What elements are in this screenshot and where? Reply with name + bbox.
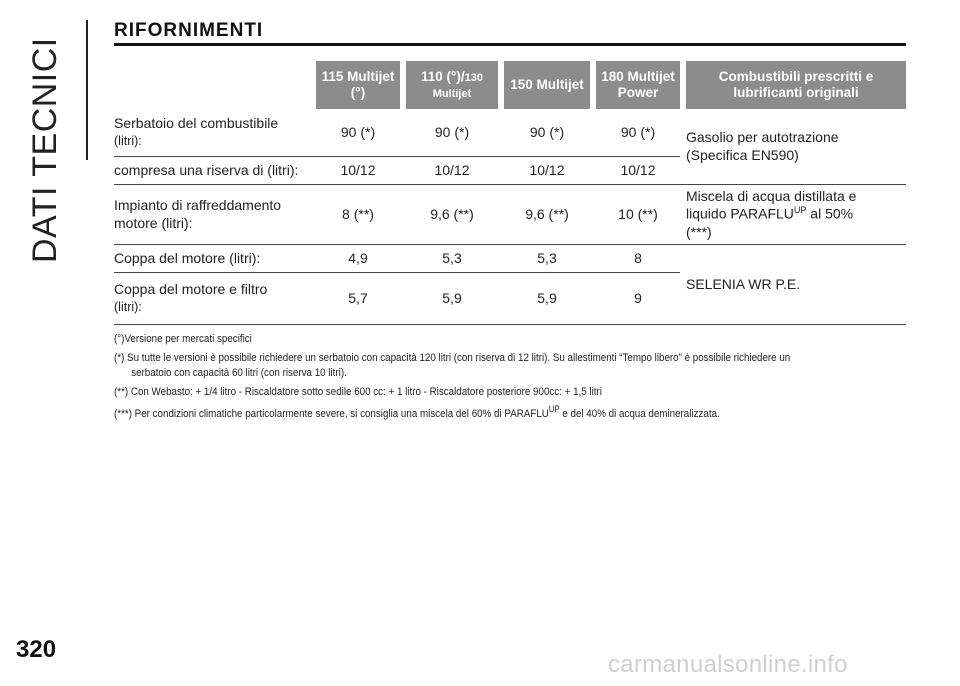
row-label: Coppa del motore (litri): bbox=[114, 245, 316, 273]
value-110-130: 90 (*) bbox=[406, 109, 498, 157]
spec-fuel-line1: Gasolio per autotrazione bbox=[686, 129, 839, 145]
title-rule bbox=[114, 43, 906, 46]
spec-fuel bbox=[686, 109, 906, 185]
side-divider bbox=[86, 20, 88, 160]
spec-cool-line2: liquido PARAFLU bbox=[686, 206, 794, 223]
header-110-line2: Multijet bbox=[432, 88, 472, 100]
footnote-text: (*) Su tutte le versioni è possibile richiedere un serbatoio con capacità 120 litri (con riserva di 12 litri). Su allestimenti “Tempo libero” è possibile richiedere un bbox=[114, 352, 791, 365]
row-label-main: Serbatoio del combustibile bbox=[114, 114, 279, 131]
value-180: 10/12 bbox=[596, 157, 680, 185]
value-150: 5,3 bbox=[504, 245, 590, 273]
header-130: 130 bbox=[464, 72, 484, 85]
value-110-130: 10/12 bbox=[406, 157, 498, 185]
value-115: 4,9 bbox=[316, 245, 400, 273]
value-115: 5,7 bbox=[316, 273, 400, 325]
side-section-label bbox=[8, 18, 80, 278]
row-label-sub: (litri): bbox=[114, 134, 142, 149]
value-180: 90 (*) bbox=[596, 109, 680, 157]
row-label bbox=[114, 185, 316, 245]
footnote: (°)Versione per mercati specifici bbox=[114, 333, 252, 345]
header-115-multijet bbox=[316, 61, 400, 109]
value-110-130: 9,6 (**) bbox=[406, 185, 498, 245]
row-label-sub: motore (litri): bbox=[114, 214, 193, 231]
footnote-text-cont: e del 40% di acqua demineralizzata. bbox=[559, 407, 720, 420]
refills-table bbox=[114, 61, 906, 325]
table-row bbox=[114, 109, 906, 157]
spec-fuel-line2: (Specifica EN590) bbox=[686, 146, 799, 163]
value-150: 90 (*) bbox=[504, 109, 590, 157]
value-180: 8 bbox=[596, 245, 680, 273]
section-title: RIFORNIMENTI bbox=[114, 20, 264, 41]
row-label-main: Coppa del motore e filtro bbox=[114, 280, 268, 297]
table-row bbox=[114, 245, 906, 273]
spec-oil: SELENIA WR P.E. bbox=[686, 245, 906, 325]
spec-cool-sup: UP bbox=[793, 205, 807, 216]
header-180-line1: 180 Multijet bbox=[601, 69, 675, 85]
value-150: 9,6 (**) bbox=[504, 185, 590, 245]
footnote bbox=[114, 404, 793, 421]
row-label: compresa una riserva di (litri): bbox=[114, 157, 316, 185]
header-115-line1: 115 Multijet bbox=[321, 69, 395, 85]
table-row bbox=[114, 185, 906, 245]
header-fuels-line1: Combustibili prescritti e bbox=[718, 69, 874, 85]
header-110-line1: 110 (°)/ bbox=[420, 69, 465, 85]
row-label bbox=[114, 273, 316, 325]
spec-cool-line1: Miscela di acqua distillata e bbox=[686, 187, 857, 204]
header-blank bbox=[114, 61, 316, 109]
header-fuels-line2: lubrificanti originali bbox=[733, 85, 859, 100]
value-180: 10 (**) bbox=[596, 185, 680, 245]
table-header-row bbox=[114, 61, 906, 109]
spec-cool-line2b: al 50% bbox=[806, 206, 854, 223]
footnote bbox=[114, 351, 793, 380]
header-110-130-multijet bbox=[406, 61, 498, 109]
value-115: 8 (**) bbox=[316, 185, 400, 245]
footnote-text-cont: serbatoio con capacità 60 litri (con riserva 10 litri). bbox=[131, 366, 347, 379]
value-150: 5,9 bbox=[504, 273, 590, 325]
side-label-text: DATI TECNICI bbox=[26, 37, 64, 263]
header-115-line2: (°) bbox=[350, 85, 366, 100]
footnotes bbox=[114, 332, 793, 426]
header-180-line2: Power bbox=[617, 85, 659, 100]
value-110-130: 5,3 bbox=[406, 245, 498, 273]
header-fuels-lubricants bbox=[686, 61, 906, 109]
header-150-multijet: 150 Multijet bbox=[504, 61, 590, 109]
row-label bbox=[114, 109, 316, 157]
page-number: 320 bbox=[16, 636, 57, 663]
value-180: 9 bbox=[596, 273, 680, 325]
value-150: 10/12 bbox=[504, 157, 590, 185]
footnote: (**) Con Webasto: + 1/4 litro - Riscaldatore sotto sedile 600 cc: + 1 litro - Riscaldatore posteriore 900cc: + 1,5 litri bbox=[114, 385, 602, 398]
row-label-sub: (litri): bbox=[114, 300, 142, 315]
watermark: carmanualsonline.info bbox=[608, 651, 848, 678]
spec-coolant bbox=[686, 185, 906, 245]
value-115: 10/12 bbox=[316, 157, 400, 185]
footnote-sup: UP bbox=[548, 404, 560, 414]
footnote-text: (***) Per condizioni climatiche particolarmente severe, si consiglia una miscela del 60% di PARAFLU bbox=[114, 407, 549, 420]
value-115: 90 (*) bbox=[316, 109, 400, 157]
row-label-main: Impianto di raffreddamento bbox=[114, 197, 282, 213]
header-180-multijet-power bbox=[596, 61, 680, 109]
value-110-130: 5,9 bbox=[406, 273, 498, 325]
spec-cool-line3: (***) bbox=[686, 223, 712, 240]
